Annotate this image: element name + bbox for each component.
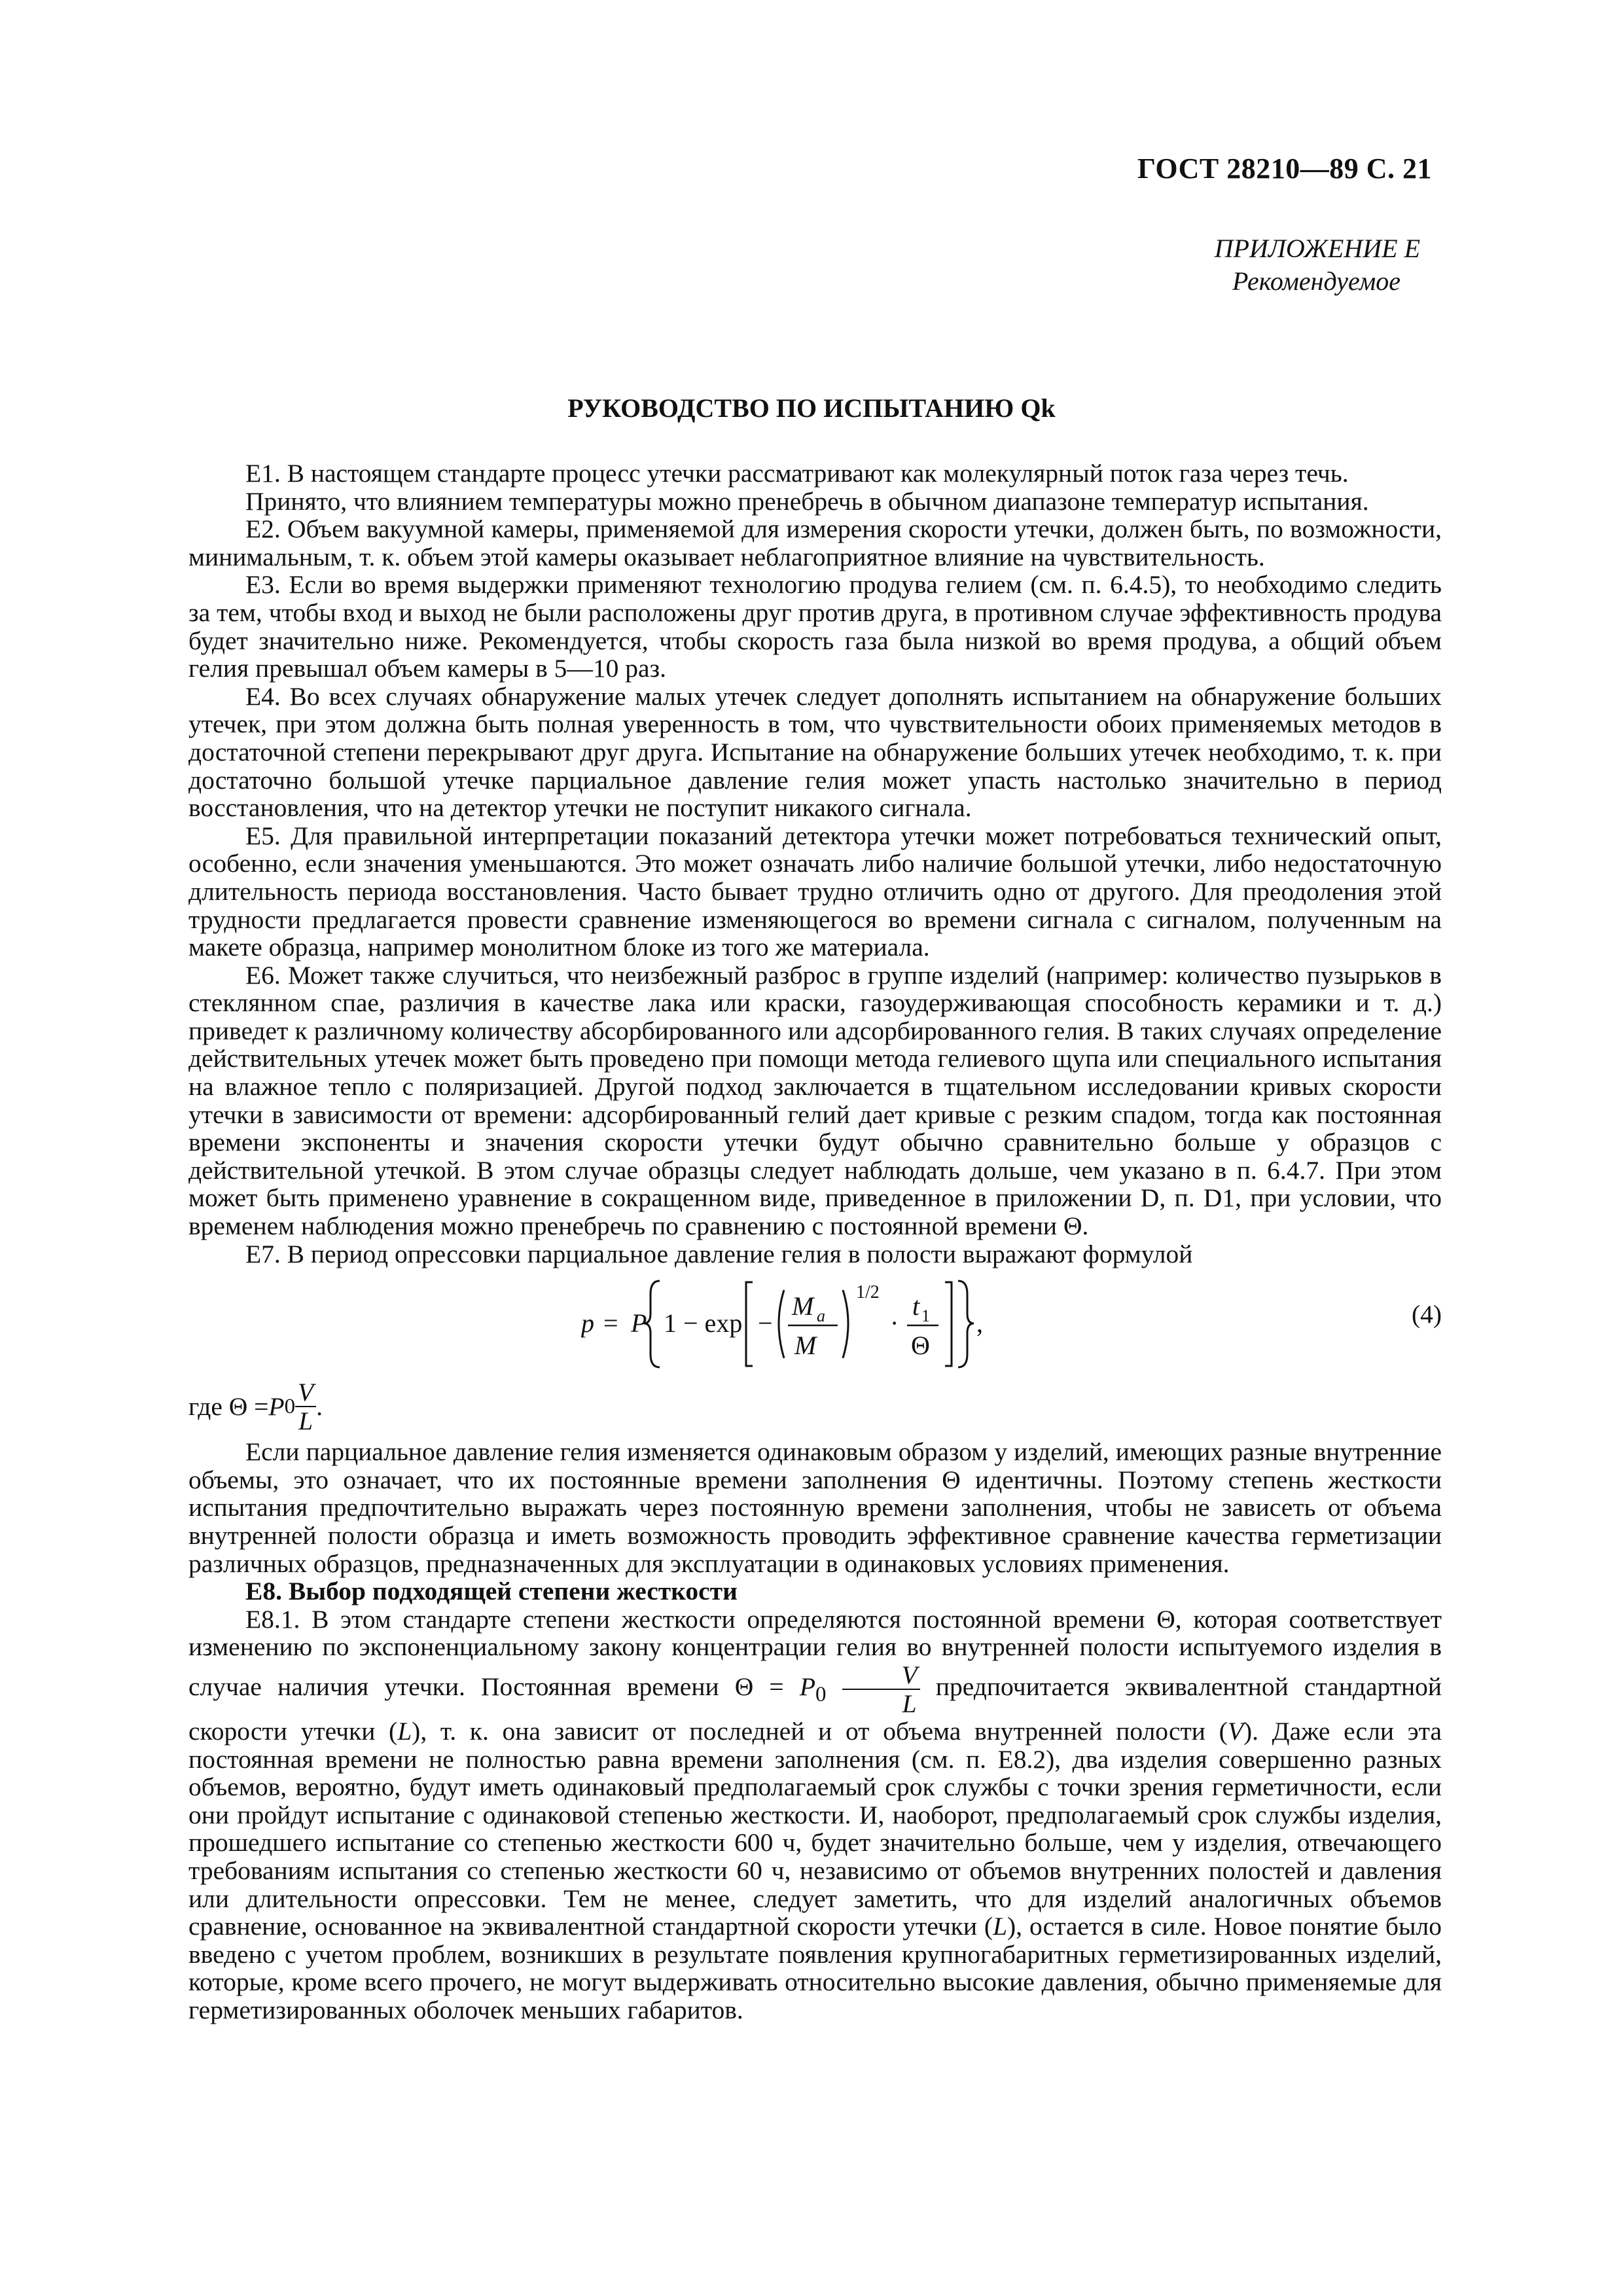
e81-V: V (1227, 1716, 1243, 1746)
appendix-block (1215, 232, 1420, 298)
appendix-status: Рекомендуемое (1232, 266, 1400, 296)
formula-exponent: 1/2 (856, 1282, 880, 1303)
paragraph-e8-1 (188, 1605, 1442, 2024)
where-prefix: где Θ = (188, 1391, 269, 1421)
equation-number: (4) (1411, 1300, 1442, 1329)
where-definition (188, 1375, 1442, 1438)
where-P: P (268, 1391, 285, 1421)
e81-L1: L (397, 1716, 412, 1746)
formula-M: M (794, 1331, 817, 1361)
paragraph-e5: Е5. Для правильной интерпретации показаний детектора утечки может потребоваться технический опыт, особенно, если значения уменьшаются. Это может означать либо наличие большой утечки, либо недостаточную длительность периода восстановления. Часто бывает трудно отличить одно от другого. Для преодоления этой трудности предлагается провести сравнение изменяющегося во времени сигнала с сигналом, полученным на макете образца, например монолитном блоке из того же материала. (188, 821, 1442, 962)
where-period: . (316, 1391, 323, 1421)
formula-one-minus-exp: 1 − exp (664, 1308, 743, 1338)
page-header: ГОСТ 28210—89 С. 21 (1137, 152, 1432, 185)
e81-L2: L (993, 1912, 1008, 1941)
section-title: РУКОВОДСТВО ПО ИСПЫТАНИЮ Qk (567, 393, 1056, 423)
paragraph-e7: Е7. В период опрессовки парциальное давление гелия в полости выражают формулой (245, 1239, 1193, 1268)
where-sub0: 0 (284, 1394, 296, 1418)
formula-comma: , (976, 1308, 983, 1338)
formula-t-subscript: 1 (921, 1306, 930, 1326)
formula-theta: Θ (911, 1331, 930, 1361)
e81-part-c: ), т. к. она зависит от последней и от объема внутренней полости ( (412, 1716, 1228, 1746)
left-brace-shape (644, 1281, 660, 1367)
formula-eq: = (603, 1308, 618, 1338)
where-frac-den: L (298, 1407, 313, 1436)
paragraph-e1: Е1. В настоящем стандарте процесс утечки рассматривают как молекулярный поток газа через течь. (245, 459, 1349, 488)
e81-sub0: 0 (815, 1682, 827, 1706)
left-bracket-shape (746, 1282, 753, 1366)
appendix-label: ПРИЛОЖЕНИЕ Е (1214, 234, 1420, 263)
paragraph-e4: Е4. Во всех случаях обнаружение малых утечек следует дополнять испытанием на обнаружение больших утечек, при этом должна быть полная уверенность в том, что чувствительности обоих применяемых методов в достаточной степени перекрывают друг друга. Испытание на обнаружение больших утечек необходимо, т. к. при достаточно большой утечке парциальное давление гелия может упасть настолько значительно в период восстановления, что на детектор утечки не поступит никакого сигнала. (188, 681, 1442, 823)
where-fraction (295, 1378, 316, 1435)
formula-row (188, 1274, 1442, 1372)
formula-dot: · (890, 1308, 899, 1338)
e81-part-b: предпочитается эквивалентной стандартной скорости утечки ( (188, 1672, 1442, 1746)
heading-e8: Е8. Выбор подходящей степени жесткости (245, 1577, 738, 1606)
formula-Ma: M (792, 1291, 814, 1321)
e81-part-a: Е8.1. В этом стандарте степени жесткости определяются постоянной времени Θ, которая соответствует изменению по экспоненциальному закону концентрации гелия во внутренней полости испытуемого изделия в случае наличия утечки. Постоянная времени Θ = (188, 1604, 1442, 1702)
e81-fraction (842, 1661, 920, 1717)
formula-t: t (912, 1291, 920, 1321)
e81-part-e: ), остается в силе. Новое понятие было введено с учетом проблем, возникших в результате появления крупногабаритных герметизированных изделий, которые, кроме всего прочего, не могут выдерживать относительно высокие давления, обычно применяемые для герметизированных оболочек меньших габаритов. (188, 1912, 1442, 2024)
right-paren-shape (843, 1290, 848, 1358)
paragraph-e1-cont: Принято, что влиянием температуры можно пренебречь в обычном диапазоне температур испытания. (245, 486, 1369, 516)
e81-frac-den: L (902, 1689, 917, 1718)
paragraph-after-formula: Если парциальное давление гелия изменяется одинаковым образом у изделий, имеющих разные внутренние объемы, это означает, что их постоянные времени заполнения Θ идентичны. Поэтому степень жесткости испытания предпочтительно выражать через постоянную времени заполнения, чтобы не зависеть от объема внутренней полости образца и иметь возможность проводить эффективное сравнение качества герметизации различных образцов, предназначенных для эксплуатации в одинаковых условиях применения. (188, 1437, 1442, 1578)
e81-P: P (799, 1672, 815, 1702)
formula-P: P (631, 1308, 647, 1338)
left-paren-shape (779, 1290, 784, 1358)
e81-part-d: ). Даже если эта постоянная времени не полностью равна времени заполнения (см. п. Е8.2), два изделия совершенно разных объемов, вероятно, будут иметь одинаковый предполагаемый срок службы с точки зрения герметичности, если они пройдут испытание с одинаковой степенью жесткости. И, наоборот, предполагаемый срок службы изделия, прошедшего испытание со степенью жесткости 600 ч, будет значительно больше, чем у изделия, отвечающего требованиям испытания со степенью жесткости 60 ч, независимо от объемов внутренних полостей и давления или длительности опрессовки. Тем не менее, следует заметить, что для изделий аналогичных объемов сравнение, основанное на эквивалентной стандартной скорости утечки ( (188, 1716, 1442, 1941)
formula-p: p (581, 1308, 594, 1338)
right-bracket-shape (945, 1282, 952, 1366)
e81-frac-num: V (842, 1661, 920, 1690)
formula-minus: − (758, 1308, 773, 1338)
paragraph-e3: Е3. Если во время выдержки применяют технологию продува гелием (см. п. 6.4.5), то необходимо следить за тем, чтобы вход и выход не были расположены друг против друга, в противном случае эффективность продува будет значительно ниже. Рекомендуется, чтобы скорость газа была низкой во время продува, а общий объем гелия превышал объем камеры в 5—10 раз. (188, 570, 1442, 683)
where-frac-num: V (295, 1378, 316, 1407)
paragraph-e2: Е2. Объем вакуумной камеры, применяемой для измерения скорости утечки, должен быть, по возможности, минимальным, т. к. объем этой камеры оказывает неблагоприятное влияние на чувствительность. (188, 514, 1442, 571)
formula-4 (581, 1274, 1170, 1372)
paragraph-e6: Е6. Может также случиться, что неизбежный разброс в группе изделий (например: количество пузырьков в стеклянном спае, различия в качестве лака или краски, газоудерживающая способность керамики и т. д.) приведет к различному количеству абсорбированного или адсорбированного гелия. В таких случаях определение действительных утечек может быть проведено при помощи метода гелиевого щупа или специального испытания на влажное тепло с поляризацией. Другой подход заключается в тщательном исследовании кривых скорости утечки в зависимости от времени: адсорбированный гелий дает кривые с резким спадом, тогда как постоянная времени экспоненты и значения скорости утечки будут обычно сравнительно больше у образцов с действительной утечкой. В этом случае образцы следует наблюдать дольше, чем указано в п. 6.4.7. При этом может быть применено уравнение в сокращенном виде, приведенное в приложении D, п. D1, при условии, что временем наблюдения можно пренебречь по сравнению с постоянной времени Θ. (188, 960, 1442, 1241)
right-brace-shape (958, 1281, 974, 1367)
formula-a-subscript: a (817, 1306, 825, 1326)
body-text (188, 459, 1442, 2024)
